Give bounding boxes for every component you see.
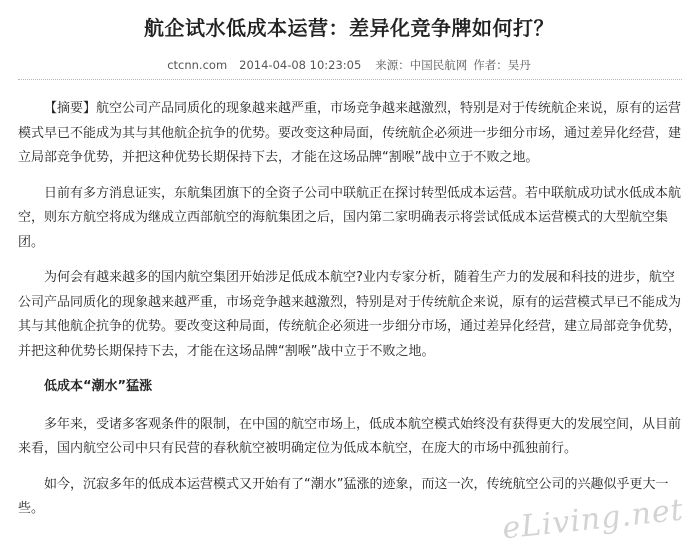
body-paragraph: 为何会有越来越多的国内航空集团开始涉足低成本航空?业内专家分析，随着生产力的发展和科技的进步，航空公司产品同质化的现象越来越严重，市场竞争越来越激烈，特别是对于传统航企来说，原有的运营模式早已不能成为其与其他航企抗争的优势。要改变这种局面，传统航企必须进一步细分市场，通过差异化经营，建立局部竞争优势，并把这种优势长期保持下去，才能在这场品牌“割喉”战中立于不败之地。: [18, 270, 682, 359]
article-title: 航企试水低成本运营：差异化竞争牌如何打？: [144, 16, 554, 40]
article-meta: [0, 57, 698, 73]
meta-source: 来源：中国民航网: [375, 58, 468, 72]
meta-site[interactable]: ctcnn.com: [167, 58, 228, 72]
body-paragraph: 日前有多方消息证实，东航集团旗下的全资子公司中联航正在探讨转型低成本运营。若中联航成功试水低成本航空，则东方航空将成为继成立西部航空的海航集团之后，国内第二家明确表示将尝试低成本运营模式的大型航空集团。: [18, 185, 682, 250]
meta-datetime: 2014-04-08 10:23:05: [239, 58, 362, 72]
summary-paragraph: 【摘要】航空公司产品同质化的现象越来越严重，市场竞争越来越激烈，特别是对于传统航企来说，原有的运营模式早已不能成为其与其他航企抗争的优势。要改变这种局面，传统航企必须进一步细分市场，通过差异化经营，建立局部竞争优势，并把这种优势长期保持下去，才能在这场品牌“割喉”战中立于不败之地。: [18, 101, 682, 165]
meta-author: 作者：吴丹: [473, 58, 531, 72]
body-paragraph: 如今，沉寂多年的低成本运营模式又开始有了“潮水”猛涨的迹象，而这一次，传统航空公司的兴趣似乎更大一些。: [18, 476, 669, 516]
section-subheading: 低成本“潮水”猛涨: [44, 379, 153, 394]
header-divider: [18, 79, 682, 80]
watermark-logo: eLiving.net: [500, 492, 686, 546]
body-paragraph: 多年来，受诸多客观条件的限制，在中国的航空市场上，低成本航空模式始终没有获得更大的发展空间，从目前来看，国内航空公司中只有民营的春秋航空被明确定位为低成本航空，在庞大的市场中孤独前行。: [18, 416, 682, 456]
article-body: [18, 97, 682, 533]
